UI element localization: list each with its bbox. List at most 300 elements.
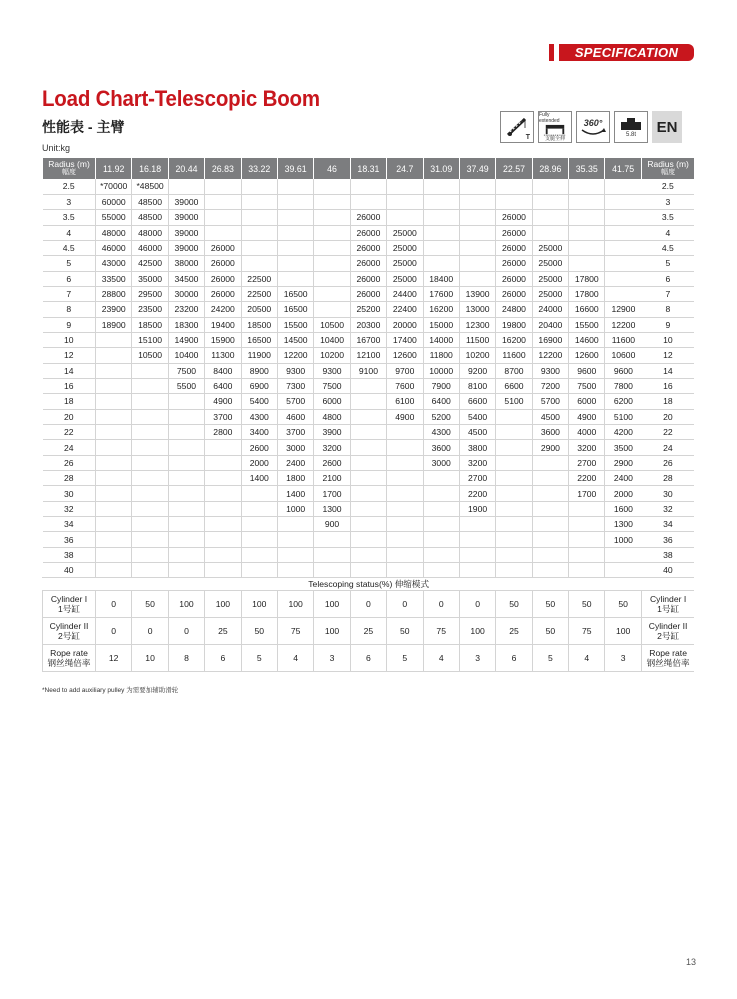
load-cell: 30000 — [168, 286, 204, 301]
status-value-cell: 50 — [605, 591, 641, 618]
load-cell: 7500 — [168, 363, 204, 378]
load-cell — [496, 501, 532, 516]
load-cell: 9700 — [387, 363, 423, 378]
fully-extended-cn: 支腿全伸 — [544, 136, 565, 142]
status-value-cell: 3 — [605, 645, 641, 672]
load-cell — [423, 517, 459, 532]
specification-tag — [549, 44, 694, 61]
radius-header-cn: 幅度 — [661, 169, 676, 176]
load-cell — [387, 471, 423, 486]
load-cell: 2700 — [459, 471, 495, 486]
load-cell — [387, 455, 423, 470]
load-cell — [277, 210, 313, 225]
load-cell — [241, 501, 277, 516]
spec-tag-label: SPECIFICATION — [559, 44, 694, 61]
load-cell: 2100 — [314, 471, 350, 486]
load-cell — [605, 271, 641, 286]
load-cell: 12600 — [387, 348, 423, 363]
status-label-cn: 2号缸 — [657, 631, 680, 642]
load-cell — [241, 179, 277, 194]
load-cell: 20400 — [532, 317, 568, 332]
radius-header-left — [43, 158, 96, 179]
load-cell: 3600 — [532, 425, 568, 440]
boom-length-header: 11.92 — [96, 158, 132, 179]
table-row — [43, 256, 695, 271]
load-cell: 1400 — [241, 471, 277, 486]
load-cell — [459, 194, 495, 209]
load-cell: 25000 — [532, 256, 568, 271]
load-cell: 25000 — [532, 271, 568, 286]
load-cell: 3400 — [241, 425, 277, 440]
load-cell: 11800 — [423, 348, 459, 363]
load-cell: 8900 — [241, 363, 277, 378]
load-cell: 15900 — [205, 332, 241, 347]
load-cell: 14600 — [569, 332, 605, 347]
load-cell — [205, 179, 241, 194]
load-cell — [350, 486, 386, 501]
status-value-cell: 100 — [605, 618, 641, 645]
load-cell — [569, 179, 605, 194]
load-cell — [423, 563, 459, 578]
load-cell — [569, 240, 605, 255]
load-cell: 3500 — [605, 440, 641, 455]
boom-length-header: 31.09 — [423, 158, 459, 179]
radius-cell: 7 — [641, 286, 694, 301]
load-cell — [496, 517, 532, 532]
rotation-icon — [576, 111, 610, 143]
radius-cell: 3.5 — [641, 210, 694, 225]
load-cell: 12300 — [459, 317, 495, 332]
load-cell: 25000 — [387, 225, 423, 240]
telescoping-row — [43, 578, 695, 591]
load-cell: 26000 — [496, 240, 532, 255]
load-cell: 4500 — [459, 425, 495, 440]
load-cell: 3900 — [314, 425, 350, 440]
load-cell: 22500 — [241, 286, 277, 301]
load-cell: 48000 — [96, 225, 132, 240]
load-cell — [387, 547, 423, 562]
load-chart-table — [42, 158, 694, 672]
status-value-cell: 4 — [277, 645, 313, 672]
table-row — [43, 286, 695, 301]
load-cell — [459, 210, 495, 225]
load-cell — [532, 547, 568, 562]
telescoping-label: Telescoping status(%) 伸缩模式 — [43, 578, 695, 591]
load-cell: 15000 — [423, 317, 459, 332]
load-cell — [132, 517, 168, 532]
status-value-cell: 50 — [569, 591, 605, 618]
load-cell — [569, 532, 605, 547]
load-cell: 11600 — [496, 348, 532, 363]
load-cell: 24200 — [205, 302, 241, 317]
radius-cell: 36 — [641, 532, 694, 547]
load-cell: 16600 — [569, 302, 605, 317]
load-cell: 18500 — [241, 317, 277, 332]
status-value-cell: 100 — [241, 591, 277, 618]
load-cell: 17800 — [569, 286, 605, 301]
load-cell: 15100 — [132, 332, 168, 347]
load-cell — [496, 179, 532, 194]
load-cell — [96, 425, 132, 440]
load-cell — [387, 179, 423, 194]
load-cell — [423, 486, 459, 501]
load-cell: 12600 — [569, 348, 605, 363]
load-cell: 3000 — [277, 440, 313, 455]
load-cell: 1800 — [277, 471, 313, 486]
load-cell — [314, 194, 350, 209]
status-value-cell: 50 — [387, 618, 423, 645]
status-label-en: Rope rate — [649, 648, 687, 659]
load-cell — [241, 547, 277, 562]
status-value-cell: 25 — [496, 618, 532, 645]
load-cell: 2400 — [605, 471, 641, 486]
load-cell — [569, 194, 605, 209]
status-value-cell: 4 — [423, 645, 459, 672]
counterweight-shape-icon — [619, 116, 643, 132]
load-cell — [350, 563, 386, 578]
load-cell — [350, 547, 386, 562]
load-cell: 6900 — [241, 378, 277, 393]
radius-cell: 40 — [43, 563, 96, 578]
load-cell: 26000 — [205, 256, 241, 271]
load-cell — [96, 517, 132, 532]
load-cell — [569, 256, 605, 271]
boom-length-header: 20.44 — [168, 158, 204, 179]
load-cell: 10200 — [314, 348, 350, 363]
outrigger-label: T — [525, 134, 530, 141]
load-cell — [314, 179, 350, 194]
page-subtitle: 性能表 - 主臂 — [42, 119, 125, 135]
load-cell — [96, 455, 132, 470]
load-cell — [350, 471, 386, 486]
load-cell: 2400 — [277, 455, 313, 470]
status-value-cell: 100 — [205, 591, 241, 618]
load-cell — [205, 501, 241, 516]
load-cell: 4300 — [241, 409, 277, 424]
load-cell — [277, 547, 313, 562]
load-cell: 1400 — [277, 486, 313, 501]
status-label-en: Cylinder I — [50, 594, 88, 605]
load-cell: 5400 — [459, 409, 495, 424]
load-cell: 6400 — [205, 378, 241, 393]
load-cell: 10600 — [605, 348, 641, 363]
load-cell: 3700 — [277, 425, 313, 440]
load-cell: 2200 — [459, 486, 495, 501]
load-cell — [241, 194, 277, 209]
load-cell — [350, 425, 386, 440]
load-cell: 29500 — [132, 286, 168, 301]
boom-length-header: 41.75 — [605, 158, 641, 179]
counterweight-label: 5.8t — [625, 132, 636, 138]
load-cell: 26000 — [350, 271, 386, 286]
table-row — [43, 532, 695, 547]
load-cell: 26000 — [205, 240, 241, 255]
load-cell: 3200 — [569, 440, 605, 455]
status-value-cell: 0 — [96, 618, 132, 645]
load-cell — [277, 256, 313, 271]
load-cell: 24800 — [496, 302, 532, 317]
load-cell — [496, 425, 532, 440]
load-cell: 1600 — [605, 501, 641, 516]
load-cell: 28800 — [96, 286, 132, 301]
status-label-cn: 钢丝绳倍率 — [646, 658, 690, 669]
load-cell — [132, 532, 168, 547]
load-cell — [605, 225, 641, 240]
load-cell: 18500 — [132, 317, 168, 332]
load-cell — [132, 471, 168, 486]
status-value-cell: 25 — [205, 618, 241, 645]
load-cell: 7500 — [314, 378, 350, 393]
load-cell — [314, 271, 350, 286]
load-cell — [96, 471, 132, 486]
load-cell — [605, 210, 641, 225]
load-cell: 4000 — [569, 425, 605, 440]
radius-cell: 3 — [641, 194, 694, 209]
load-cell — [496, 532, 532, 547]
load-cell: 10200 — [459, 348, 495, 363]
load-cell — [241, 532, 277, 547]
load-cell — [96, 348, 132, 363]
load-cell — [569, 547, 605, 562]
load-cell — [496, 409, 532, 424]
load-cell — [350, 517, 386, 532]
radius-cell: 20 — [43, 409, 96, 424]
load-cell — [96, 394, 132, 409]
radius-cell: 4 — [641, 225, 694, 240]
table-row — [43, 332, 695, 347]
status-value-cell: 100 — [277, 591, 313, 618]
status-value-cell: 5 — [241, 645, 277, 672]
load-cell: 26000 — [350, 240, 386, 255]
status-value-cell: 6 — [205, 645, 241, 672]
radius-cell: 3 — [43, 194, 96, 209]
load-cell — [241, 256, 277, 271]
table-row — [43, 302, 695, 317]
load-cell: 10400 — [314, 332, 350, 347]
load-cell — [205, 471, 241, 486]
load-cell — [168, 409, 204, 424]
load-cell: 6600 — [496, 378, 532, 393]
load-cell: 26000 — [496, 256, 532, 271]
load-cell — [205, 225, 241, 240]
table-row — [43, 563, 695, 578]
load-cell: 7500 — [569, 378, 605, 393]
load-cell: 26000 — [350, 225, 386, 240]
load-cell: 10400 — [168, 348, 204, 363]
load-cell: 55000 — [96, 210, 132, 225]
load-cell: 1000 — [605, 532, 641, 547]
radius-cell: 30 — [43, 486, 96, 501]
load-cell: 16200 — [496, 332, 532, 347]
load-cell: 25000 — [387, 271, 423, 286]
load-cell — [205, 563, 241, 578]
load-cell — [96, 409, 132, 424]
status-label-cell — [43, 645, 96, 672]
load-cell: 26000 — [496, 210, 532, 225]
table-row — [43, 440, 695, 455]
outrigger-shape-icon — [542, 124, 568, 136]
load-cell — [314, 225, 350, 240]
load-cell: 4500 — [532, 409, 568, 424]
load-cell — [205, 517, 241, 532]
radius-cell: 38 — [641, 547, 694, 562]
load-cell — [532, 517, 568, 532]
status-value-cell: 75 — [423, 618, 459, 645]
load-cell: 1000 — [277, 501, 313, 516]
load-cell — [423, 256, 459, 271]
table-row — [43, 363, 695, 378]
load-cell — [96, 563, 132, 578]
radius-header-en: Radius (m) — [48, 159, 90, 169]
load-cell — [387, 517, 423, 532]
boom-length-header: 22.57 — [496, 158, 532, 179]
radius-cell: 24 — [43, 440, 96, 455]
load-cell: 900 — [314, 517, 350, 532]
load-cell: 2900 — [532, 440, 568, 455]
load-cell: 3700 — [205, 409, 241, 424]
load-cell: 9300 — [314, 363, 350, 378]
load-cell: 2800 — [205, 425, 241, 440]
load-cell — [387, 194, 423, 209]
radius-cell: 9 — [641, 317, 694, 332]
status-value-cell: 50 — [532, 618, 568, 645]
load-cell: 4900 — [569, 409, 605, 424]
status-value-cell: 0 — [423, 591, 459, 618]
load-cell: 5700 — [532, 394, 568, 409]
load-cell — [205, 440, 241, 455]
load-cell — [132, 547, 168, 562]
load-cell — [277, 532, 313, 547]
load-cell — [569, 563, 605, 578]
table-row — [43, 501, 695, 516]
table-row — [43, 425, 695, 440]
load-cell — [96, 532, 132, 547]
rotation-label: 360° — [583, 118, 603, 128]
load-cell — [459, 256, 495, 271]
boom-length-header: 26.83 — [205, 158, 241, 179]
load-cell: 25200 — [350, 302, 386, 317]
status-label-cn: 1号缸 — [58, 604, 80, 615]
radius-cell: 32 — [641, 501, 694, 516]
load-cell — [277, 194, 313, 209]
load-cell — [205, 210, 241, 225]
load-cell: 14900 — [168, 332, 204, 347]
status-label-en: Rope rate — [50, 648, 88, 659]
load-cell — [532, 471, 568, 486]
status-value-cell: 3 — [459, 645, 495, 672]
radius-cell: 12 — [641, 348, 694, 363]
load-cell: 42500 — [132, 256, 168, 271]
status-value-cell: 0 — [459, 591, 495, 618]
load-cell — [459, 532, 495, 547]
boom-length-header: 46 — [314, 158, 350, 179]
table-row — [43, 225, 695, 240]
boom-length-header: 37.49 — [459, 158, 495, 179]
load-cell — [569, 517, 605, 532]
load-cell: 3000 — [423, 455, 459, 470]
status-value-cell: 50 — [532, 591, 568, 618]
load-cell: 17800 — [569, 271, 605, 286]
load-cell — [423, 194, 459, 209]
load-cell: 33500 — [96, 271, 132, 286]
load-cell: 14500 — [277, 332, 313, 347]
load-cell: 7300 — [277, 378, 313, 393]
table-row — [43, 547, 695, 562]
load-cell: 2000 — [241, 455, 277, 470]
load-cell: 26000 — [350, 286, 386, 301]
load-cell: 11900 — [241, 348, 277, 363]
radius-cell: 14 — [641, 363, 694, 378]
load-cell: 38000 — [168, 256, 204, 271]
radius-cell: 7 — [43, 286, 96, 301]
load-cell — [423, 547, 459, 562]
load-cell: 23900 — [96, 302, 132, 317]
table-row — [43, 378, 695, 393]
load-cell: 3800 — [459, 440, 495, 455]
load-cell: 6000 — [314, 394, 350, 409]
load-cell: 20000 — [387, 317, 423, 332]
load-cell: 12200 — [532, 348, 568, 363]
load-cell: 10500 — [132, 348, 168, 363]
load-cell: 4300 — [423, 425, 459, 440]
table-row — [43, 471, 695, 486]
load-cell: 5500 — [168, 378, 204, 393]
status-value-cell: 50 — [132, 591, 168, 618]
load-cell: 26000 — [496, 225, 532, 240]
load-cell — [132, 363, 168, 378]
status-value-cell: 6 — [350, 645, 386, 672]
load-cell — [314, 532, 350, 547]
load-cell — [605, 256, 641, 271]
status-value-cell: 0 — [350, 591, 386, 618]
load-cell: 39000 — [168, 210, 204, 225]
status-label-cn: 钢丝绳倍率 — [47, 658, 91, 669]
load-cell — [205, 455, 241, 470]
load-cell: 18900 — [96, 317, 132, 332]
load-cell — [314, 563, 350, 578]
load-cell: 12100 — [350, 348, 386, 363]
load-cell — [168, 425, 204, 440]
load-cell — [168, 486, 204, 501]
load-cell: 11300 — [205, 348, 241, 363]
load-cell: 12900 — [605, 302, 641, 317]
load-cell: 5400 — [241, 394, 277, 409]
load-cell — [387, 501, 423, 516]
status-value-cell: 75 — [277, 618, 313, 645]
load-cell — [168, 394, 204, 409]
load-cell — [205, 547, 241, 562]
load-cell — [314, 286, 350, 301]
load-cell — [423, 179, 459, 194]
table-row — [43, 210, 695, 225]
status-label-cn: 2号缸 — [58, 631, 80, 642]
load-cell — [532, 194, 568, 209]
load-cell — [96, 332, 132, 347]
table-row — [43, 271, 695, 286]
load-cell: 7800 — [605, 378, 641, 393]
load-cell — [459, 179, 495, 194]
radius-cell: 4.5 — [43, 240, 96, 255]
load-cell — [168, 532, 204, 547]
load-cell — [605, 286, 641, 301]
load-cell — [459, 240, 495, 255]
load-cell: 1300 — [314, 501, 350, 516]
language-badge: EN — [652, 111, 682, 143]
load-cell: 15500 — [569, 317, 605, 332]
load-cell — [387, 210, 423, 225]
load-cell: 10500 — [314, 317, 350, 332]
load-cell: 7900 — [423, 378, 459, 393]
